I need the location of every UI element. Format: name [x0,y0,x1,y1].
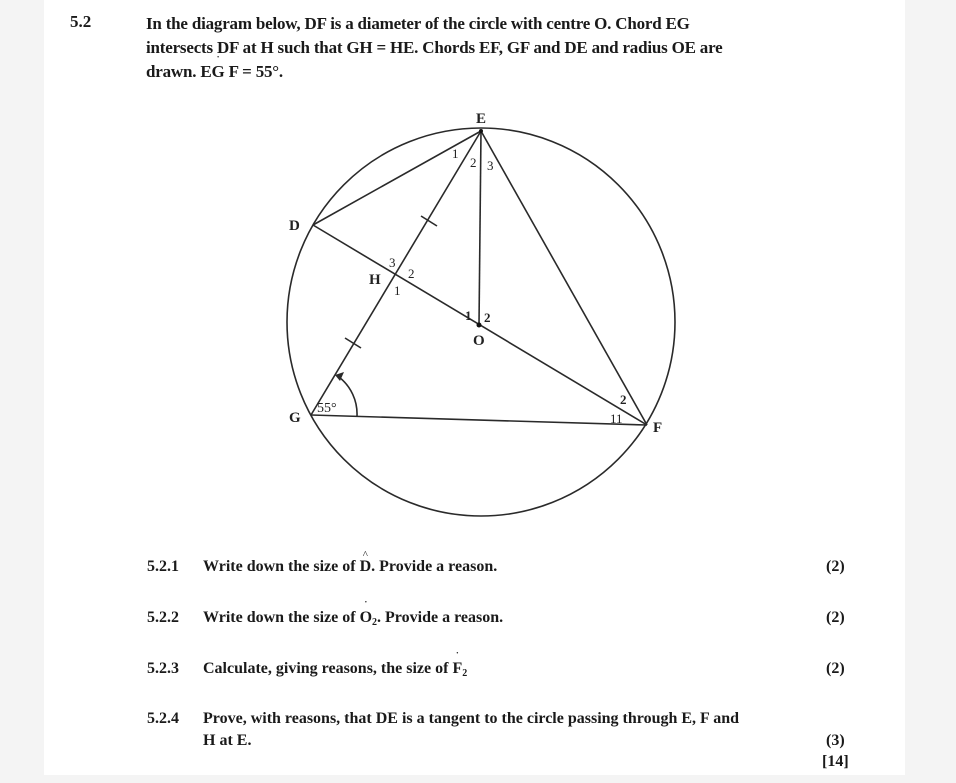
label-d: D [289,218,300,234]
angle-symbol-o: ˙ O [360,609,372,627]
angle-symbol-f: ˙ F [452,660,462,678]
chord-eg [311,131,481,415]
subquestion-number: 5.2.1 [147,558,179,575]
subquestion-marks: (3) [826,732,845,749]
tick-mark-gh [345,338,361,348]
chord-ef [481,131,647,425]
subscript: 2 [372,617,378,628]
total-marks: [14] [822,753,849,770]
angle-o1: 1 [465,308,472,323]
question-number: 5.2 [70,12,92,31]
centre-dot [477,323,482,328]
point-e-dot [479,129,483,133]
angle-symbol-g: ˙ G [211,60,224,84]
intro-line-2: intersects DF at H such that GH = HE. Chords EF, GF and DE and radius OE are [146,38,723,57]
subquestion-text-pre: Write down the size of [203,558,360,575]
angle-symbol-d: ^ D [360,558,372,576]
label-f: F [653,420,663,436]
subquestion-text-line-1: Prove, with reasons, that DE is a tangent to the circle passing through E, F and [203,710,740,727]
intro-line-3-prefix: drawn. E [146,62,212,81]
subquestion-text-post: . Provide a reason. [377,609,504,626]
subquestion-text [203,660,467,679]
label-g: G [289,410,301,426]
angle-e2: 2 [470,155,477,170]
subquestion-number: 5.2.3 [147,660,179,677]
angle-h1: 1 [394,283,401,298]
label-h: H [369,272,381,288]
angle-arc-g [339,377,357,416]
intro-line-1: In the diagram below, DF is a diameter of the circle with centre O. Chord EG [146,14,690,33]
subquestion-marks: (2) [826,558,845,575]
subquestion-text-pre: Calculate, giving reasons, the size of [203,660,453,677]
angle-h3: 3 [389,255,396,270]
angle-f2: 2 [620,392,627,407]
angle-e1: 1 [452,146,459,161]
angle-h2: 2 [408,266,415,281]
intro-line-3-suffix: F = 55°. [224,62,283,81]
angle-o2: 2 [484,310,491,325]
subquestion-marks: (2) [826,660,845,677]
subquestion-text [203,609,503,628]
subscript: 2 [462,668,468,679]
chord-gf [311,415,647,425]
angle-f1: 11 [610,411,623,426]
angle-e3: 3 [487,158,494,173]
subquestion-number: 5.2.4 [147,710,179,727]
label-e: E [476,111,487,127]
label-o: O [473,333,485,349]
subquestion-marks: (2) [826,609,845,626]
subquestion-text-line-2: H at E. [203,732,252,749]
subquestion-text-post: . Provide a reason. [371,558,498,575]
subquestion-number: 5.2.2 [147,609,179,626]
radius-oe [479,131,481,325]
subquestion-text-pre: Write down the size of [203,609,360,626]
angle-g-label: 55° [317,401,337,416]
subquestion-text [203,558,497,576]
